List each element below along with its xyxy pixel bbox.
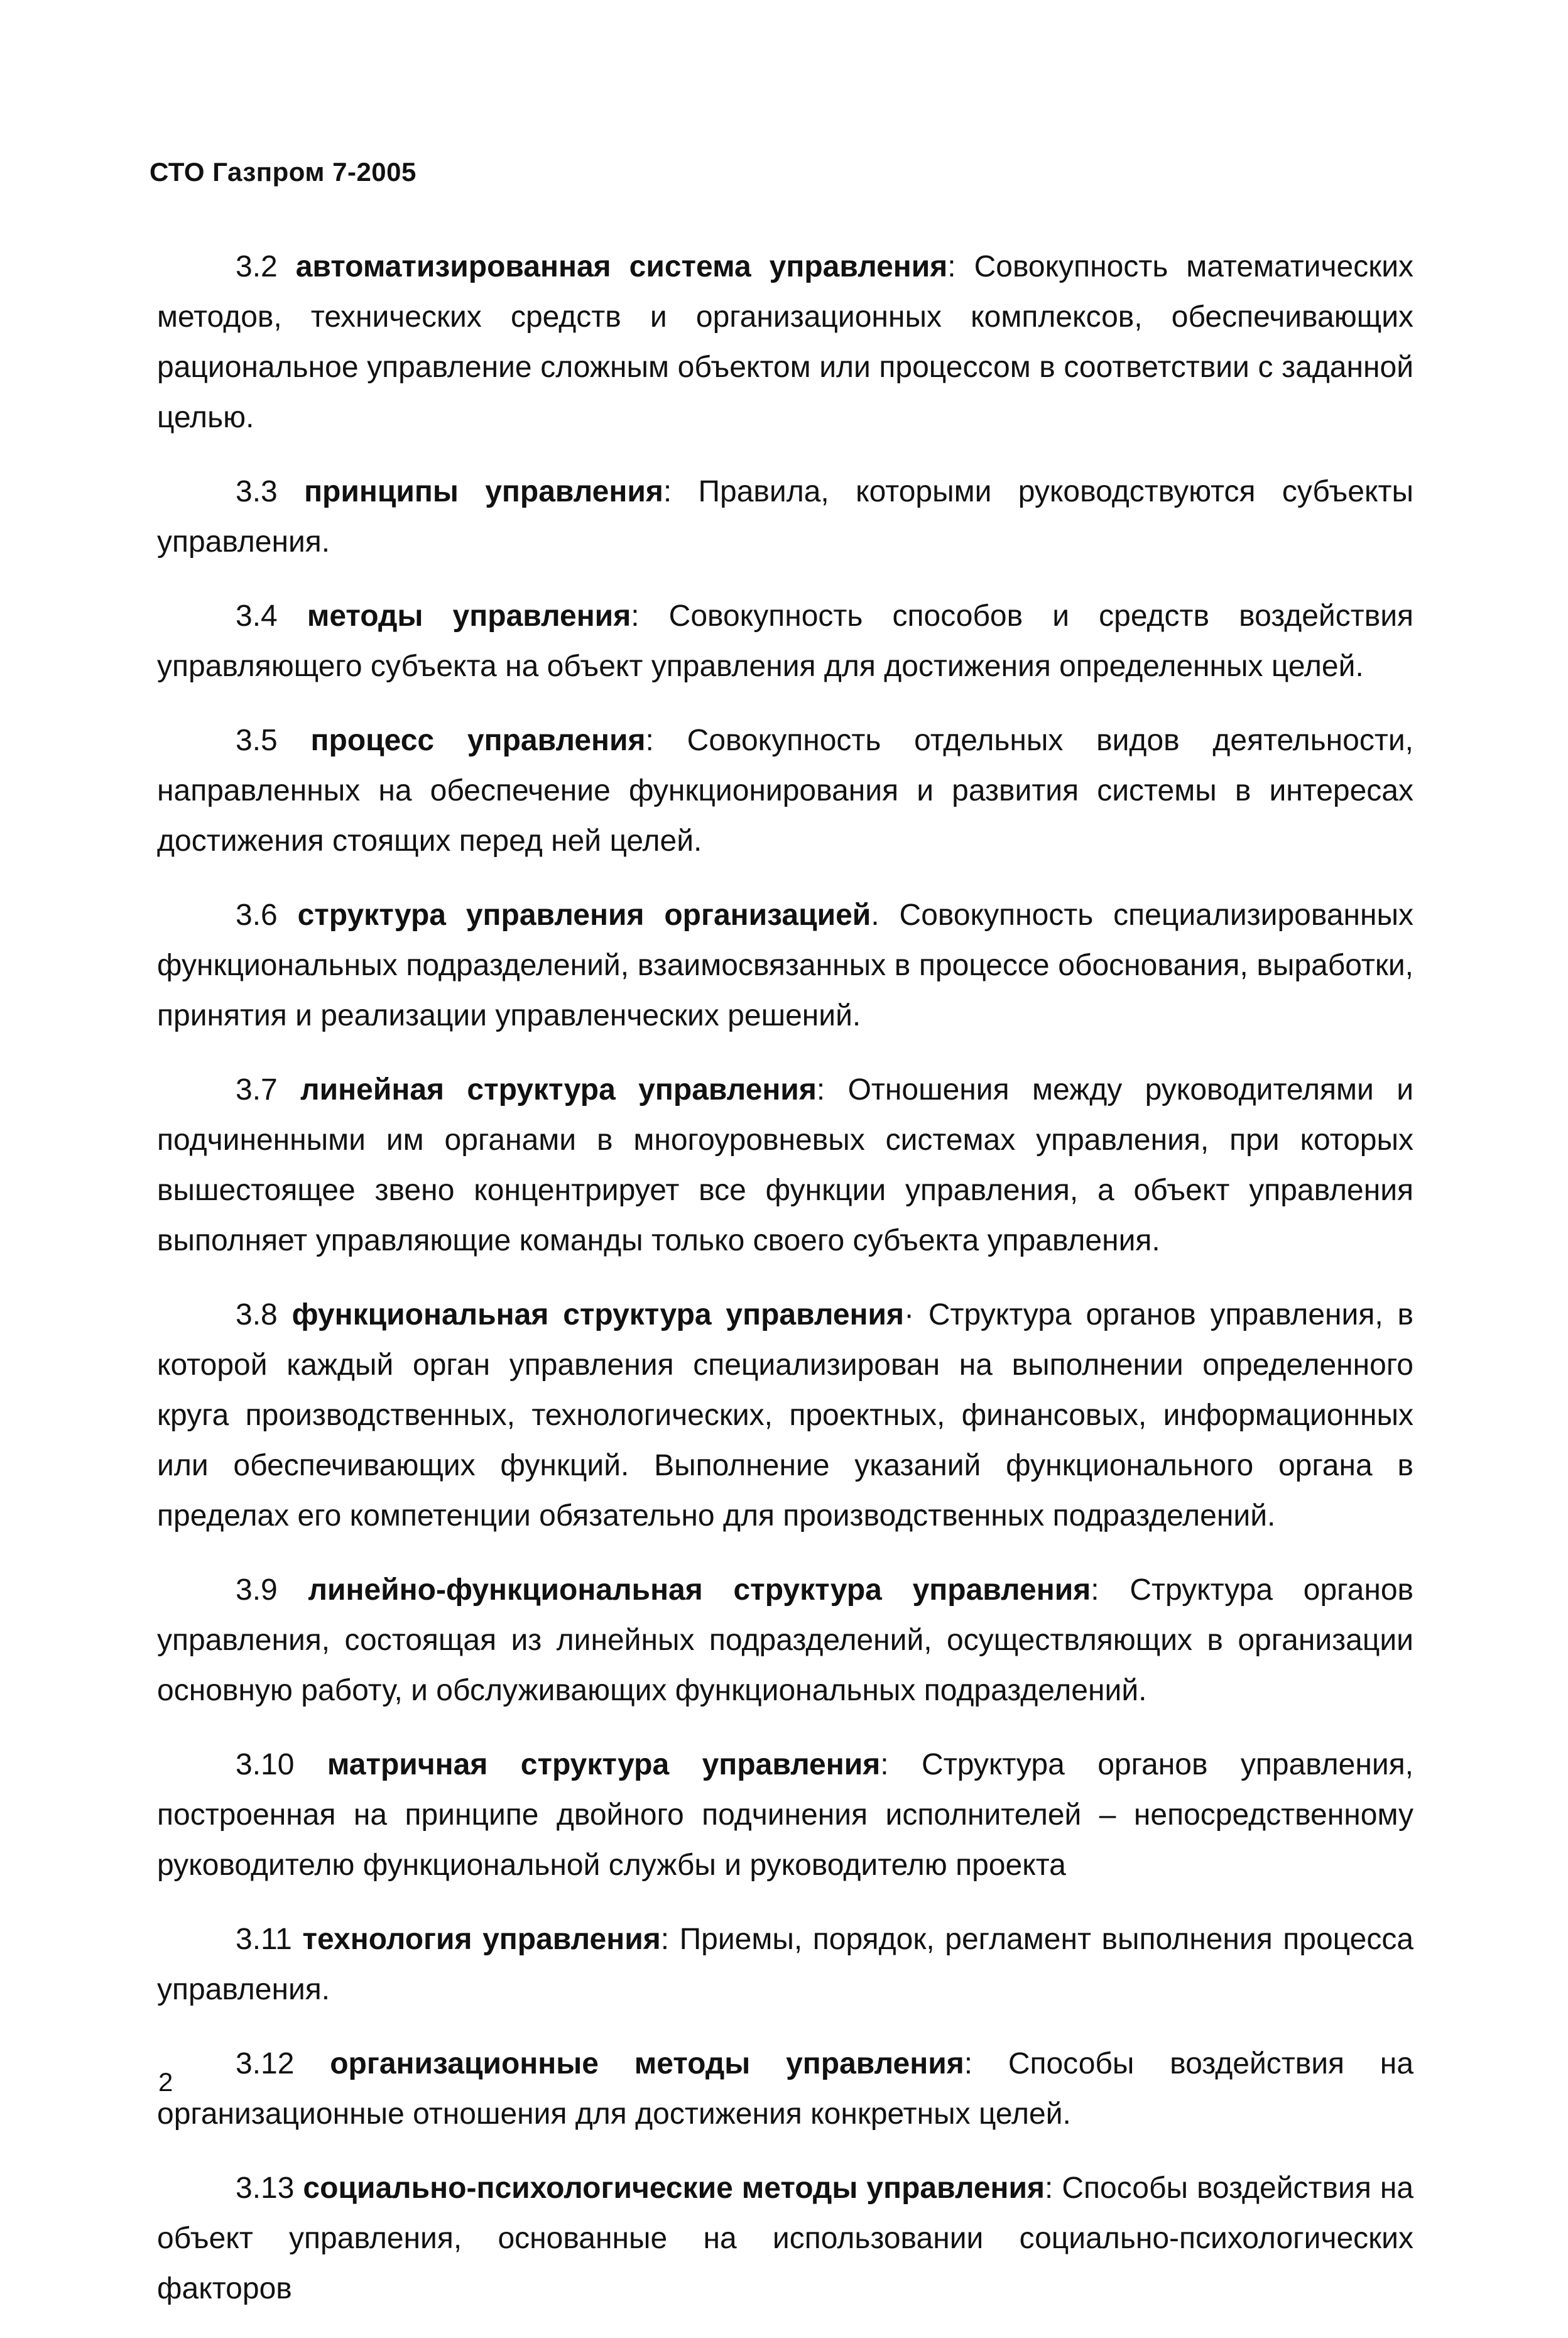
term-separator: : [964,2047,1008,2080]
term-separator: : [645,724,687,757]
term-separator: : [880,1748,922,1781]
term-name: линейная структура управления [300,1073,817,1106]
term-3-4 [157,591,1413,692]
term-3-2 [157,242,1413,443]
term-name: организационные методы управления [330,2047,964,2080]
term-number: 3.4 [236,599,307,633]
term-separator: : [660,1923,680,1956]
term-3-10 [157,1740,1413,1891]
term-3-13 [157,2163,1413,2314]
term-number: 3.8 [236,1298,292,1331]
term-definition: Совокупность специализированных функциональных подразделений, взаимосвязанных в процессе обоснования, выработки, принятия и реализации управленческих решений. [157,899,1414,1032]
term-3-11 [157,1915,1413,2015]
term-name: принципы управления [304,475,663,508]
term-number: 3.3 [236,475,305,508]
term-definition: Способы воздействия на объект управления, основанные на использовании социально-психологических факторов [157,2171,1414,2305]
term-3-8 [157,1290,1413,1541]
term-separator: : [663,475,699,508]
term-name: социально-психологические методы управления [303,2171,1045,2205]
term-separator: : [1045,2171,1062,2205]
term-name: матричная структура управления [327,1748,881,1781]
term-definition: Правила, которыми руководствуются субъекты управления. [157,475,1414,559]
term-definition: Совокупность способов и средств воздействия управляющего субъекта на объект управления для достижения определенных целей. [157,599,1413,683]
term-definition: Структура органов управления, в которой каждый орган управления специализирован на выполнении определенного круга производственных, технологических, проектных, финансовых, информационных или обеспечивающих функций. Выполнение указаний функционального органа в пределах его компетенции обязательно для производственных подразделений. [157,1298,1413,1532]
term-3-3 [157,467,1413,567]
term-name: линейно-функциональная структура управления [308,1573,1091,1607]
term-3-5 [157,716,1413,866]
term-separator: : [631,599,669,633]
term-definition: Структура органов управления, состоящая из линейных подразделений, осуществляющих в организации основную работу, и обслуживающих функциональных подразделений. [157,1573,1414,1707]
term-name: функциональная структура управления [291,1298,905,1331]
term-number: 3.6 [236,899,298,932]
term-number: 3.5 [236,724,311,757]
term-number: 3.9 [236,1573,308,1607]
page-number: 2 [158,2067,173,2097]
term-3-7 [157,1065,1413,1266]
term-number: 3.13 [236,2171,303,2205]
term-separator: . [871,899,900,932]
term-separator: : [947,250,974,283]
term-definition: Совокупность отдельных видов деятельности, направленных на обеспечение функционирования и развития системы в интересах достижения стоящих перед ней целей. [157,724,1414,858]
term-definition: Способы воздействия на организационные отношения для достижения конкретных целей. [157,2047,1414,2131]
term-separator: · [904,1298,928,1331]
term-definition: Отношения между руководителями и подчиненными им органами в многоуровневых системах управления, при которых вышестоящее звено концентрирует все функции управления, а объект управления выполняет управляющие команды только своего субъекта управления. [157,1073,1414,1257]
terms-list [157,242,1413,2338]
term-number: 3.11 [236,1923,303,1956]
term-number: 3.12 [236,2047,330,2080]
document-header: СТО Газпром 7-2005 [150,157,416,187]
term-separator: : [1091,1573,1130,1607]
term-definition: Приемы, порядок, регламент выполнения процесса управления. [157,1923,1414,2006]
term-number: 3.2 [236,250,296,283]
term-definition: Структура органов управления, построенная на принципе двойного подчинения исполнителей – непосредственному руководителю функциональной службы и руководителю проекта [157,1748,1414,1882]
term-name: методы управления [307,599,631,633]
term-name: процесс управления [310,724,646,757]
term-name: автоматизированная система управления [295,250,948,283]
term-number: 3.7 [236,1073,301,1106]
term-name: технология управления [302,1923,661,1956]
term-3-9 [157,1565,1413,1716]
term-definition: Совокупность математических методов, технических средств и организационных комплексов, обеспечивающих рациональное управление сложным объектом или процессом в соответствии с заданной целью. [157,250,1414,434]
term-3-12 [157,2039,1413,2139]
term-separator: : [816,1073,848,1106]
term-3-6 [157,890,1413,1041]
term-name: структура управления организацией [297,899,871,932]
term-number: 3.10 [236,1748,327,1781]
